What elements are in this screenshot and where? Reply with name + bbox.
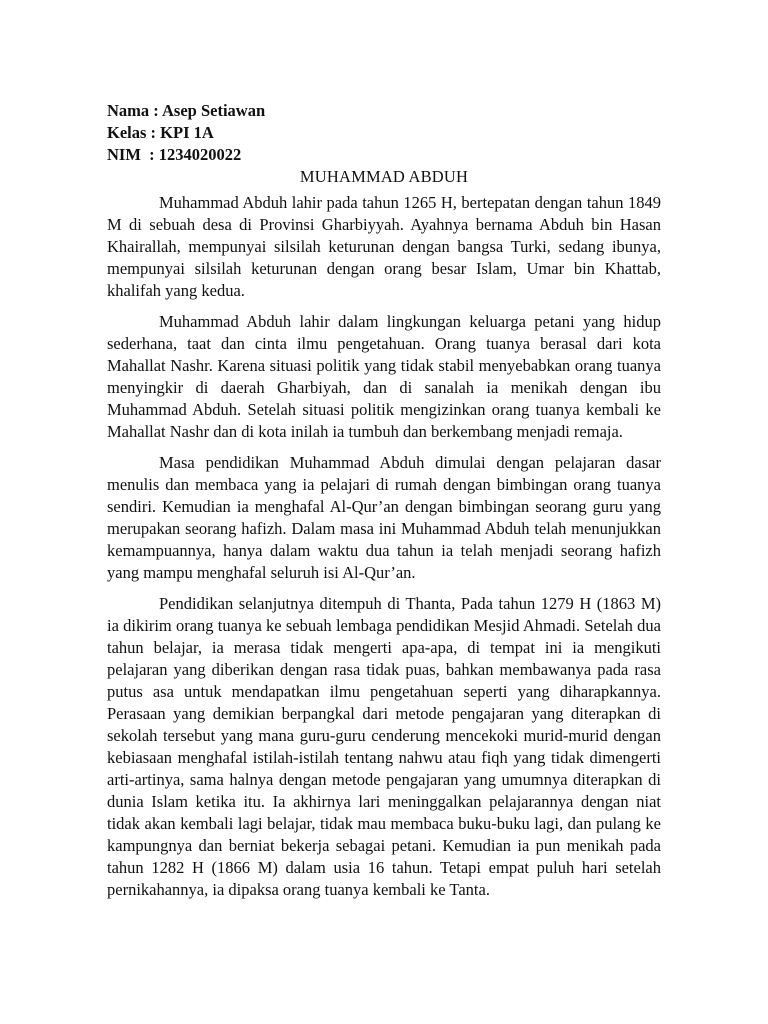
document-page [107,100,661,910]
paragraph-2: Muhammad Abduh lahir dalam lingkungan keluarga petani yang hidup sederhana, taat dan cinta ilmu pengetahuan. Orang tuanya berasal dari kota Mahallat Nashr. Karena situasi politik yang tidak stabil menyebabkan orang tuanya menyingkir di daerah Gharbiyah, dan di sanalah ia menikah dengan ibu Muhammad Abduh. Setelah situasi politik mengizinkan orang tuanya kembali ke Mahallat Nashr dan di kota inilah ia tumbuh dan berkembang menjadi remaja. [107,312,661,441]
student-name: Nama : Asep Setiawan [107,101,266,120]
document-title: MUHAMMAD ABDUH [299,167,469,186]
student-info [107,100,661,166]
paragraph-4: Pendidikan selanjutnya ditempuh di Thanta, Pada tahun 1279 H (1863 M) ia dikirim orang tuanya ke sebuah lembaga pendidikan Mesjid Ahmadi. Setelah dua tahun belajar, ia merasa tidak mengerti apa-apa, di tempat ini ia mengikuti pelajaran yang diberikan dengan rasa tidak puas, bahkan membawanya pada rasa putus asa untuk mendapatkan ilmu pengetahuan seperti yang diharapkannya. Perasaan yang demikian berpangkal dari metode pengajaran yang diterapkan di sekolah tersebut yang mana guru-guru cenderung mencekoki murid-murid dengan kebiasaan menghafal istilah-istilah tentang nahwu atau fiqh yang tidak dimengerti arti-artinya, sama halnya dengan metode pengajaran yang umumnya diterapkan di dunia Islam ketika itu. Ia akhirnya lari meninggalkan pelajarannya dengan niat tidak akan kembali lagi belajar, tidak mau membaca buku-buku lagi, dan pulang ke kampungnya dan berniat bekerja sebagai petani. Kemudian ia pun menikah pada tahun 1282 H (1866 M) dalam usia 16 tahun. Tetapi empat puluh hari setelah pernikahannya, ia dipaksa orang tuanya kembali ke Tanta. [107,594,661,899]
paragraph-3: Masa pendidikan Muhammad Abduh dimulai dengan pelajaran dasar menulis dan membaca yang ia pelajari di rumah dengan bimbingan orang tuanya sendiri. Kemudian ia menghafal Al-Qur’an dengan bimbingan seorang guru yang merupakan seorang hafizh. Dalam masa ini Muhammad Abduh telah menunjukkan kemampuannya, hanya dalam waktu dua tahun ia telah menjadi seorang hafizh yang mampu menghafal seluruh isi Al-Qur’an. [107,453,661,582]
paragraph-1: Muhammad Abduh lahir pada tahun 1265 H, bertepatan dengan tahun 1849 M di sebuah desa di Provinsi Gharbiyyah. Ayahnya bernama Abduh bin Hasan Khairallah, mempunyai silsilah keturunan dengan bangsa Turki, sedang ibunya, mempunyai silsilah keturunan dengan orang besar Islam, Umar bin Khattab, khalifah yang kedua. [107,193,661,300]
student-nim: NIM : 1234020022 [107,145,242,164]
student-class: Kelas : KPI 1A [107,123,214,142]
